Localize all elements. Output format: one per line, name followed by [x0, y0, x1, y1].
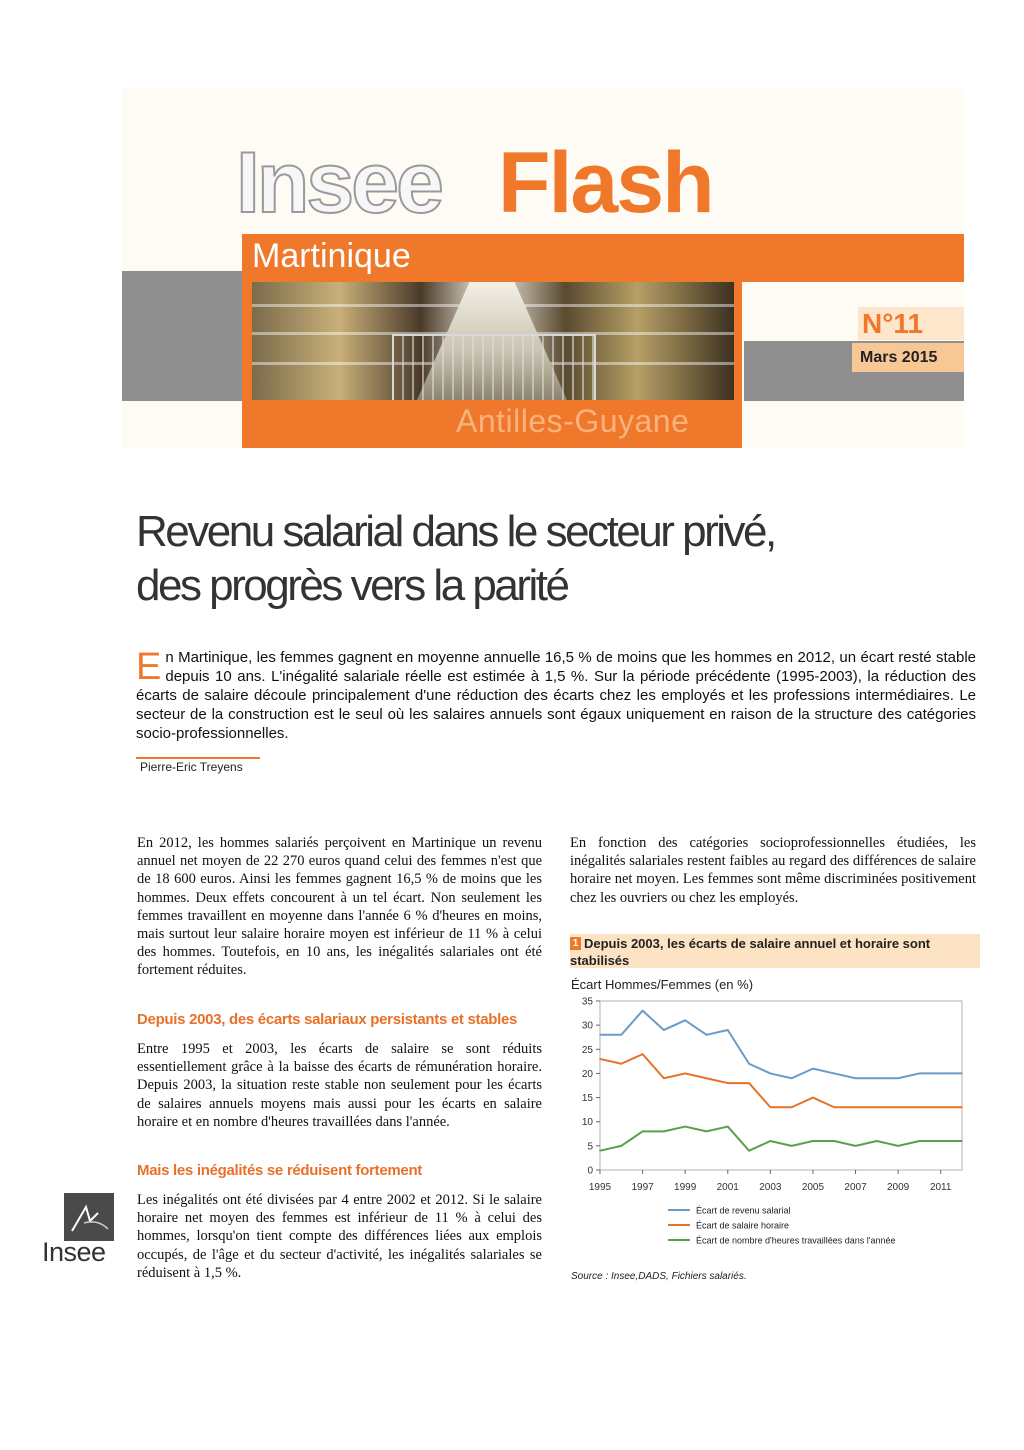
series-2-point — [833, 1106, 835, 1108]
series-3-point — [748, 1150, 750, 1152]
series-1-point — [833, 1073, 835, 1075]
insee-logo-text: Insee — [42, 1237, 106, 1267]
series-2-point — [620, 1063, 622, 1065]
series-3-point — [663, 1131, 665, 1133]
y-tick-label: 15 — [581, 1093, 593, 1105]
series-2-point — [748, 1082, 750, 1084]
series-2-point — [706, 1077, 708, 1079]
figure-title-line2: stabilisés — [570, 953, 630, 968]
y-tick-label: 35 — [581, 996, 593, 1008]
region-title: Martinique — [252, 237, 411, 275]
series-1-point — [897, 1077, 899, 1079]
legend-label: Écart de salaire horaire — [696, 1220, 790, 1231]
series-1-point — [727, 1029, 729, 1031]
series-1-point — [855, 1077, 857, 1079]
series-2-point — [919, 1106, 921, 1108]
series-3-point — [812, 1140, 814, 1142]
legend-label: Écart de revenu salarial — [696, 1205, 791, 1216]
x-tick-label: 2009 — [886, 1182, 910, 1193]
series-3-point — [855, 1145, 857, 1147]
figure-title — [570, 935, 974, 969]
y-tick-label: 10 — [581, 1117, 593, 1129]
series-3-point — [642, 1131, 644, 1133]
series-2-point — [684, 1073, 686, 1075]
x-tick-label: 2003 — [759, 1182, 782, 1193]
section-heading: Mais les inégalités se réduisent fortement — [137, 1162, 422, 1179]
series-2-point — [791, 1106, 793, 1108]
intro-text: n Martinique, les femmes gagnent en moyenne annuelle 16,5 % de moins que les hommes en 2012, un écart resté stable depuis 10 ans. L'inégalité salariale réelle est estimée à 1,5 %. Sur la période précédente (1995-2003), la réduction des écarts de salaire découle principalement d'une réduction des écarts chez les employés et les professions intermédiaires. Le secteur de la construction est le seul où les salaires annuels sont égaux uniquement en raison de la structure des catégories socio-professionnelles. — [136, 649, 976, 742]
figure-title-line1: Depuis 2003, les écarts de salaire annuel et horaire sont — [584, 936, 931, 951]
x-tick-label: 1997 — [631, 1182, 654, 1193]
section-heading: Depuis 2003, des écarts salariaux persistants et stables — [137, 1011, 518, 1028]
x-tick-label: 2001 — [716, 1182, 739, 1193]
series-2-point — [770, 1106, 772, 1108]
series-1-point — [919, 1073, 921, 1075]
x-tick-label: 2007 — [844, 1182, 867, 1193]
series-3-point — [961, 1140, 963, 1142]
body-paragraph: En 2012, les hommes salariés perçoivent en Martinique un revenu annuel net moyen de 22 270 euros quand celui des femmes n'est que de 18 600 euros. Ainsi les femmes gagnent 16,5 % de moins que les hommes. Deux effets concourent à un tel écart. Non seulement les femmes travaillent en moyenne dans l'année 6 % d'heures en moins, mais surtout leur salaire horaire moyen est inférieur de 11 % à celui des hommes. Toutefois, en 10 ans, les inégalités salariales ont été fortement réduites. — [137, 835, 542, 979]
series-2-point — [855, 1106, 857, 1108]
author-name: Pierre-Eric Treyens — [140, 760, 243, 774]
body-paragraph: Entre 1995 et 2003, les écarts de salaire se sont réduits essentiellement grâce à la baisse des écarts de rémunération horaire. Depuis 2003, la situation reste stable non seulement pour les écarts de salaires annuels moyens mais aussi pour les écarts en salaire horaire et en nombre d'heures travaillées dans l'année. — [137, 1041, 542, 1130]
series-line-2 — [600, 1054, 962, 1107]
article-intro — [136, 648, 976, 743]
figure-source: Source : Insee,DADS, Fichiers salariés. — [571, 1271, 747, 1282]
author-divider — [136, 757, 260, 759]
series-2-point — [876, 1106, 878, 1108]
chart-y-axis-title: Écart Hommes/Femmes (en %) — [571, 977, 754, 992]
issue-number: N°11 — [858, 307, 964, 340]
x-tick-label: 1995 — [588, 1182, 612, 1193]
brand-insee: Insee — [236, 135, 441, 231]
insee-logo-mark — [64, 1193, 114, 1241]
series-1-point — [812, 1068, 814, 1070]
y-tick-label: 30 — [581, 1020, 593, 1032]
series-2-point — [897, 1106, 899, 1108]
x-tick-label: 1999 — [674, 1182, 697, 1193]
series-1-point — [791, 1077, 793, 1079]
article-title-line1: Revenu salarial dans le secteur privé, — [136, 507, 775, 556]
series-1-point — [599, 1034, 601, 1036]
series-3-point — [620, 1145, 622, 1147]
brand-flash: Flash — [498, 135, 713, 231]
body-paragraph: En fonction des catégories socioprofessionnelles étudiées, les inégalités salariales restent faibles au regard des différences de salaire horaire net moyen. Les femmes sont même discriminées positivement chez les ouvriers ou chez les employés. — [570, 835, 976, 906]
series-3-point — [706, 1131, 708, 1133]
series-3-point — [727, 1126, 729, 1128]
series-3-point — [897, 1145, 899, 1147]
series-2-point — [663, 1077, 665, 1079]
issue-date: Mars 2015 — [852, 343, 964, 372]
series-3-point — [919, 1140, 921, 1142]
y-tick-label: 5 — [587, 1141, 593, 1153]
series-2-point — [961, 1106, 963, 1108]
series-2-point — [599, 1058, 601, 1060]
series-3-point — [599, 1150, 601, 1152]
series-1-point — [706, 1034, 708, 1036]
intro-dropcap: E — [136, 646, 162, 688]
series-2-point — [642, 1053, 644, 1055]
region-subtitle: Antilles-Guyane — [456, 403, 690, 439]
line-chart — [560, 993, 980, 1253]
body-paragraph: Les inégalités ont été divisées par 4 entre 2002 et 2012. Si le salaire horaire net moyen des femmes est inférieur de 11 % à celui des hommes, lorsqu'on tient compte des différences liées aux emplois occupés, de l'âge et du secteur d'activité, les inégalités salariales se réduisent à 1,5 %. — [137, 1192, 542, 1281]
insee-logo-icon — [64, 1193, 114, 1241]
series-1-point — [620, 1034, 622, 1036]
y-tick-label: 0 — [587, 1165, 593, 1177]
legend-label: Écart de nombre d'heures travaillées dans l'année — [696, 1235, 896, 1246]
header-grey-band-left — [122, 271, 242, 401]
series-2-point — [940, 1106, 942, 1108]
series-3-point — [684, 1126, 686, 1128]
figure-number: 1 — [570, 937, 581, 950]
series-1-point — [642, 1010, 644, 1012]
series-3-point — [770, 1140, 772, 1142]
series-1-point — [684, 1020, 686, 1022]
series-2-point — [812, 1097, 814, 1099]
series-1-point — [663, 1029, 665, 1031]
series-1-point — [961, 1073, 963, 1075]
series-1-point — [876, 1077, 878, 1079]
series-3-point — [791, 1145, 793, 1147]
series-1-point — [770, 1073, 772, 1075]
series-2-point — [727, 1082, 729, 1084]
article-title — [136, 505, 896, 613]
x-tick-label: 2011 — [929, 1182, 952, 1193]
y-tick-label: 25 — [581, 1044, 593, 1056]
series-3-point — [876, 1140, 878, 1142]
x-tick-label: 2005 — [801, 1182, 825, 1193]
series-3-point — [940, 1140, 942, 1142]
series-3-point — [833, 1140, 835, 1142]
series-1-point — [940, 1073, 942, 1075]
series-1-point — [748, 1063, 750, 1065]
y-tick-label: 20 — [581, 1068, 593, 1080]
series-line-3 — [600, 1127, 962, 1151]
supermarket-photo — [252, 282, 734, 400]
article-title-line2: des progrès vers la parité — [136, 561, 568, 610]
photo-shopping-cart — [392, 334, 596, 400]
